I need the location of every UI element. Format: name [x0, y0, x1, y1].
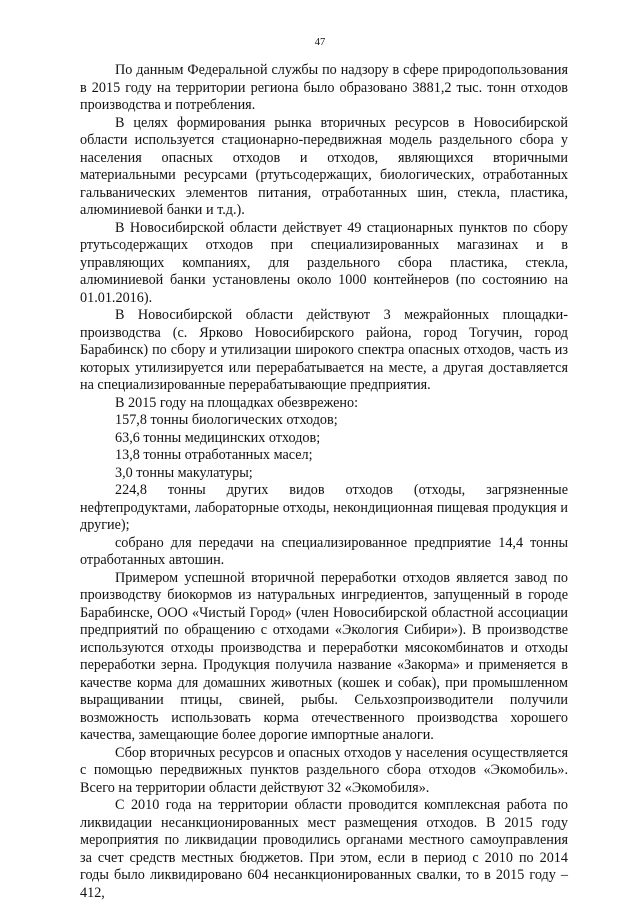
document-body	[80, 62, 568, 902]
list-item: 3,0 тонны макулатуры;	[115, 464, 253, 481]
list-item: 224,8 тонны других видов отходов (отходы, загрязненные нефтепродуктами, лабораторные отходы, некондиционная пищевая продукция и другие);	[80, 482, 568, 533]
paragraph: В целях формирования рынка вторичных ресурсов в Новосибирской области используется стационарно-передвижная модель раздельного сбора у населения опасных отходов и отходов, являющихся вторичными материальными ресурсами (ртутьсодержащих, биологических, отработанных гальванических элементов питания, отработанных шин, стекла, пластика, алюминиевой банки и т.д.).	[80, 114, 568, 218]
list-item: 13,8 тонны отработанных масел;	[115, 447, 313, 463]
paragraph: Примером успешной вторичной переработки отходов является завод по производству биокормов из натуральных ингредиентов, запущенный в городе Барабинске, ООО «Чистый Город» (член Новосибирской областной ассоциации предприятий по обращению с отходами «Экология Сибири»). В производстве используются отходы производства и переработки мясокомбинатов и отходы переработки зерна. Продукция получила название «Закорма» и применяется в качестве корма для домашних животных (кошек и собак), при промышленном выращивании птицы, свиней, рыбы. Сельхозпроизводители получили возможность использовать корма отечественного производства хорошего качества, замещающие более дорогие импортные аналоги.	[80, 569, 568, 743]
list-item: 157,8 тонны биологических отходов;	[115, 412, 338, 428]
page-number: 47	[314, 37, 326, 48]
list-intro: В 2015 году на площадках обезврежено:	[115, 394, 359, 411]
paragraph: В Новосибирской области действуют 3 межрайонных площадки-производства (с. Ярково Новосибирского района, город Тогучин, город Барабинск) по сбору и утилизации широкого спектра опасных отходов, часть из которых утилизируется или перерабатывается на месте, а другая доставляется на специализированные перерабатывающие предприятия.	[80, 307, 568, 393]
paragraph: Сбор вторичных ресурсов и опасных отходов у населения осуществляется с помощью передвижных пунктов раздельного сбора отходов «Экомобиль». Всего на территории области действуют 32 «Экомобиля».	[80, 744, 568, 796]
list-item: собрано для передачи на специализированное предприятие 14,4 тонны отработанных автошин.	[80, 534, 568, 568]
list-item: 63,6 тонны медицинских отходов;	[115, 429, 321, 446]
paragraph: По данным Федеральной службы по надзору в сфере природопользования в 2015 году на территории региона было образовано 3881,2 тыс. тонн отходов производства и потребления.	[80, 62, 568, 113]
paragraph: С 2010 года на территории области проводится комплексная работа по ликвидации несанкционированных мест размещения отходов. В 2015 году мероприятия по ликвидации проводились органами местного самоуправления за счет средств местных бюджетов. При этом, если в период с 2010 по 2014 годы было ликвидировано 604 несанкционированных свалки, то в 2015 году – 412,	[80, 797, 568, 901]
paragraph: В Новосибирской области действует 49 стационарных пунктов по сбору ртутьсодержащих отходов при специализированных магазинах и в управляющих компаниях, для раздельного сбора пластика, стекла, алюминиевой банки установлены около 1000 контейнеров (по состоянию на 01.01.2016).	[80, 219, 568, 306]
